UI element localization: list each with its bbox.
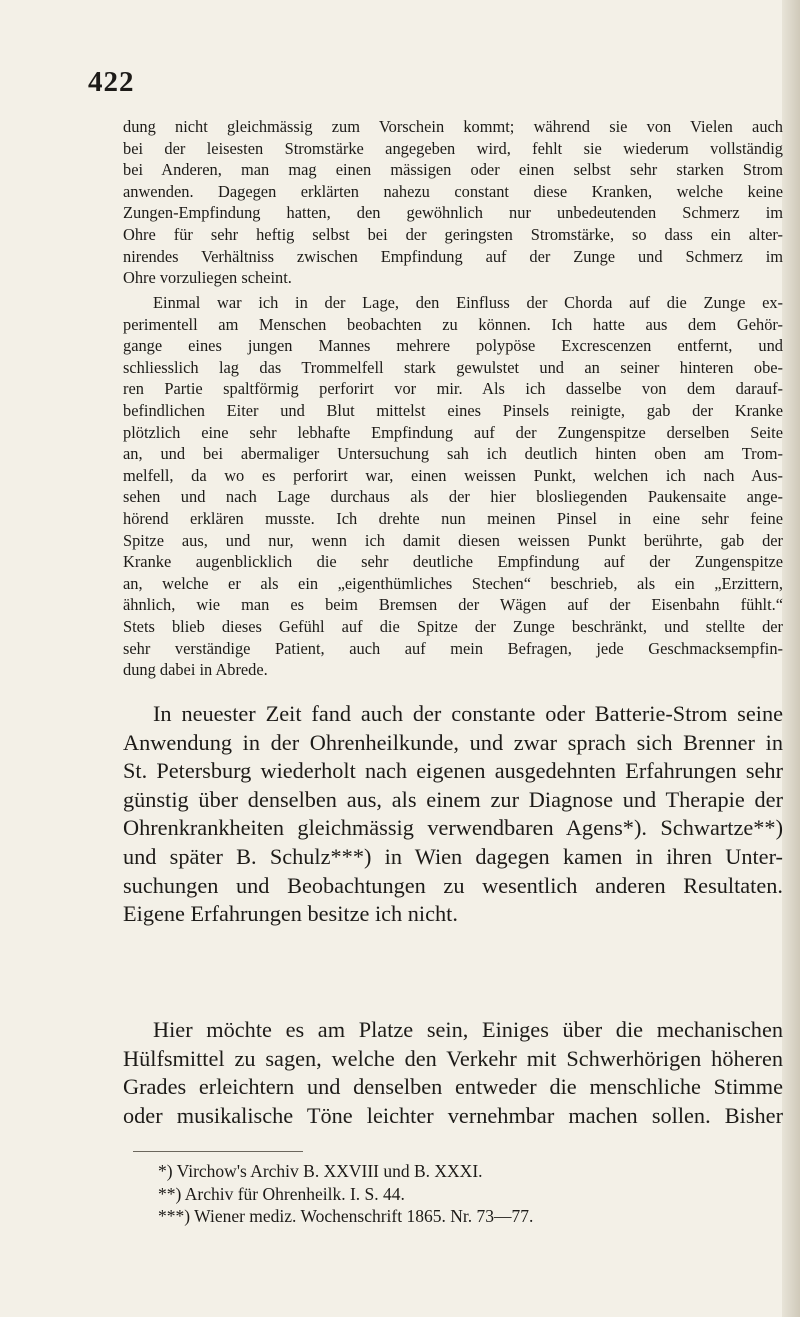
text-line: Ohre für sehr heftig selbst bei der geringsten Stromstärke, so dass ein alter- <box>123 224 783 244</box>
paragraph-1 <box>123 116 783 289</box>
text-line: Ohre vorzuliegen scheint. <box>123 268 292 288</box>
text-line: Ohrenkrankheiten gleichmässig verwendbaren Agens*). Schwartze**) <box>123 815 783 841</box>
text-line: bei Anderen, man mag einen mässigen oder einen selbst sehr starken Strom <box>123 160 783 180</box>
text-line: hörend erklären musste. Ich drehte nun meinen Pinsel in eine sehr feine <box>123 508 783 528</box>
text-line: ren Partie spaltförmig perforirt vor mir. Als ich dasselbe von dem darauf- <box>123 379 783 399</box>
paragraph-2 <box>123 292 783 681</box>
text-line: Anwendung in der Ohrenheilkunde, und zwar sprach sich Brenner in <box>123 729 783 755</box>
text-line: St. Petersburg wiederholt nach eigenen ausgedehnten Erfahrungen sehr <box>123 758 783 784</box>
text-line: sehr verständige Patient, auch auf mein Befragen, jede Geschmacksempfin- <box>123 638 783 658</box>
footnote: *) Virchow's Archiv B. XXVIII und B. XXXI. <box>158 1161 483 1181</box>
paragraph-3 <box>123 700 783 929</box>
text-line: ähnlich, wie man es beim Bremsen der Wägen auf der Eisenbahn fühlt.“ <box>123 595 783 615</box>
footnotes <box>158 1160 718 1228</box>
text-line: Eigene Erfahrungen besitze ich nicht. <box>123 901 458 927</box>
text-line: an, welche er als ein „eigenthümliches Stechen“ beschrieb, als ein „Erzittern, <box>123 573 783 593</box>
page-edge-shadow <box>782 0 800 1317</box>
text-line: sehen und nach Lage durchaus als der hier blosliegenden Paukensaite ange- <box>123 487 783 507</box>
footnote-separator <box>133 1151 303 1152</box>
text-line: bei der leisesten Stromstärke angegeben wird, fehlt sie wiederum vollständig <box>123 138 783 158</box>
text-line: suchungen und Beobachtungen zu wesentlich anderen Resultaten. <box>123 872 783 898</box>
text-line: und später B. Schulz***) in Wien dagegen kamen in ihren Unter- <box>123 843 783 869</box>
text-line: Einmal war ich in der Lage, den Einfluss der Chorda auf die Zunge ex- <box>153 293 783 312</box>
text-line: gange eines jungen Mannes mehrere polypöse Excrescenzen entfernt, und <box>123 336 783 356</box>
text-line: melfell, da wo es perforirt war, einen weissen Punkt, welchen ich nach Aus- <box>123 465 783 485</box>
footnote: ***) Wiener mediz. Wochenschrift 1865. Nr. 73—77. <box>158 1206 534 1226</box>
text-line: Grades erleichtern und denselben entweder die menschliche Stimme <box>123 1074 783 1100</box>
text-line: an, und bei abermaliger Untersuchung sah ich deutlich hinten oben am Trom- <box>123 444 783 464</box>
text-line: In neuester Zeit fand auch der constante oder Batterie-Strom seine <box>153 701 783 726</box>
text-line: dung nicht gleichmässig zum Vorschein kommt; während sie von Vielen auch <box>123 117 783 136</box>
text-line: dung dabei in Abrede. <box>123 660 268 680</box>
page-number: 422 <box>88 66 135 98</box>
text-line: günstig über denselben aus, als einem zur Diagnose und Therapie der <box>123 786 783 812</box>
text-line: Hülfsmittel zu sagen, welche den Verkehr mit Schwerhörigen höheren <box>123 1045 783 1071</box>
text-line: Stets blieb dieses Gefühl auf die Spitze der Zunge beschränkt, und stellte der <box>123 616 783 636</box>
text-line: oder musikalische Töne leichter vernehmbar machen sollen. Bisher <box>123 1102 783 1128</box>
paragraph-4 <box>123 1016 783 1130</box>
text-line: Spitze aus, und nur, wenn ich damit diesen weissen Punkt berührte, gab der <box>123 530 783 550</box>
footnote: **) Archiv für Ohrenheilk. I. S. 44. <box>158 1183 405 1204</box>
text-line: schliesslich lag das Trommelfell stark gewulstet und an seiner hinteren obe- <box>123 357 783 377</box>
text-line: befindlichen Eiter und Blut mittelst eines Pinsels reinigte, gab der Kranke <box>123 400 783 420</box>
text-line: Kranke augenblicklich die sehr deutliche Empfindung auf der Zungenspitze <box>123 552 783 572</box>
text-line: Hier möchte es am Platze sein, Einiges über die mechanischen <box>153 1017 783 1042</box>
text-line: perimentell am Menschen beobachten zu können. Ich hatte aus dem Gehör- <box>123 314 783 334</box>
text-line: plötzlich eine sehr lebhafte Empfindung auf der Zungenspitze derselben Seite <box>123 422 783 442</box>
text-line: nirendes Verhältniss zwischen Empfindung auf der Zunge und Schmerz im <box>123 246 783 266</box>
text-line: Zungen-Empfindung hatten, den gewöhnlich nur unbedeutenden Schmerz im <box>123 203 783 223</box>
text-line: anwenden. Dagegen erklärten nahezu constant diese Kranken, welche keine <box>123 181 783 201</box>
